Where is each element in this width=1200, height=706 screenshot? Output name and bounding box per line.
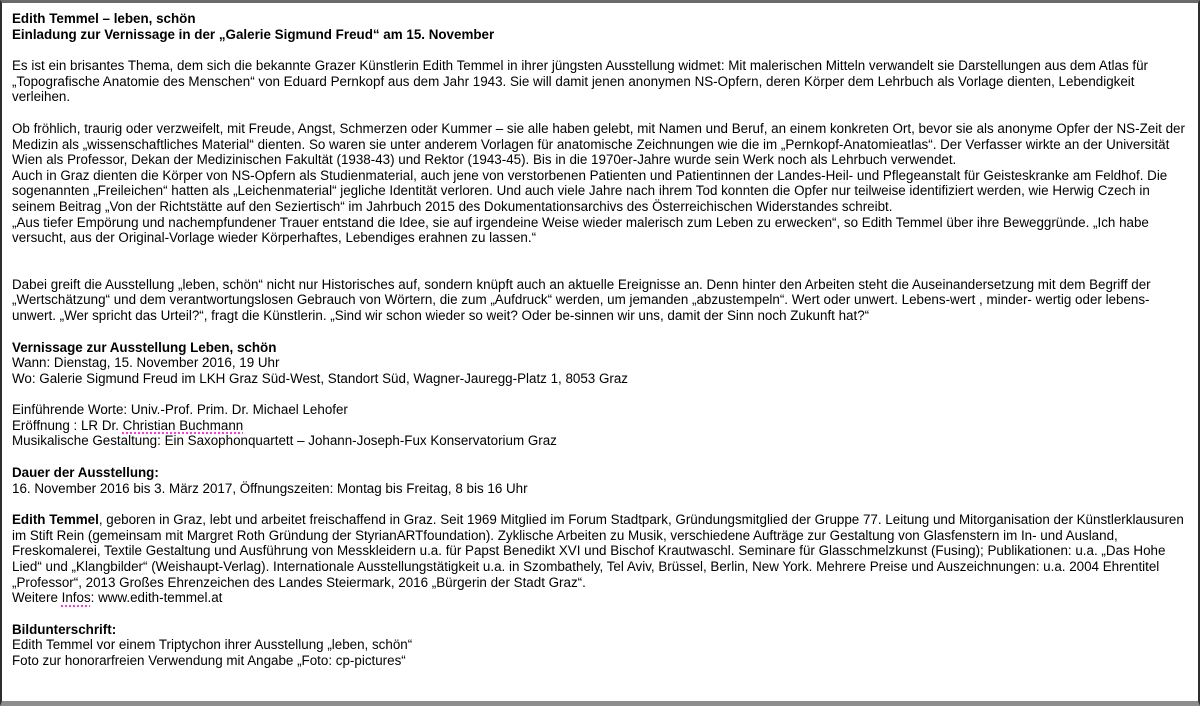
vernissage-wo: Wo: Galerie Sigmund Freud im LKH Graz Süd-West, Standort Süd, Wagner-Jauregg-Platz 1, 8053 Graz xyxy=(12,370,628,386)
section-program xyxy=(12,402,1189,449)
title-line-2: Einladung zur Vernissage in der „Galerie Sigmund Freud“ am 15. November xyxy=(12,26,495,42)
press-release-document xyxy=(2,3,1198,669)
section-caption xyxy=(12,622,1189,669)
paragraph-intro: Es ist ein brisantes Thema, dem sich die bekannte Grazer Künstlerin Edith Temmel in ihrer jüngsten Ausstellung widmet: Mit malerischen Mitteln verwandelt sie Darstellungen aus dem Atlas für „Topografische Anatomie des Menschen“ von Eduard Pernkopf aus dem Jahr 1943. Sie will damit jenen anonymen NS-Opfern, deren Körper dem Lehrbuch als Vorlage dienten, Lebendigkeit verleihen. xyxy=(12,58,1149,105)
infos-url: : www.edith-temmel.at xyxy=(90,590,223,606)
bio-text xyxy=(12,512,1189,590)
background-part-3: „Aus tiefer Empörung und nachempfundener Trauer entstand die Idee, sie auf irgendeine Weise wieder malerisch zum Leben zu erwecken“, so Edith Temmel über ihre Beweggründe. „Ich habe versucht, aus der Original-Vorlage wieder Körperhaftes, Lebendiges erahnen zu lassen.“ xyxy=(12,214,1149,246)
section-dauer xyxy=(12,465,1189,496)
title-line-1: Edith Temmel – leben, schön xyxy=(12,11,196,26)
background-part-2: Auch in Graz dienten die Körper von NS-Opfern als Studienmaterial, auch jene von verstorbenen Patienten und Patientinnen der Landes-Heil- und Pflegeanstalt für Geisteskranke am Feldhof. Die sogenannten „Freileichen“ hatten als „Leichenmaterial“ jegliche Identität verloren. Und auch viele Jahre nach ihrem Tod konnten die Opfer nur teilweise identifiziert werden, wie Herwig Czech in seinem Beitrag „Von der Richtstätte auf den Seziertisch“ im Jahrbuch 2015 des Dokumentationsarchivs des Österreichischen Widerstandes schreibt. xyxy=(12,167,1168,214)
program-einfuehrende-worte: Einführende Worte: Univ.-Prof. Prim. Dr. Michael Lehofer xyxy=(12,402,348,418)
document-title xyxy=(12,11,1189,42)
vernissage-wann: Wann: Dienstag, 15. November 2016, 19 Uhr xyxy=(12,355,280,371)
caption-line-2: Foto zur honorarfreien Verwendung mit Angabe „Foto: cp-pictures“ xyxy=(12,653,406,668)
program-eroeffnung xyxy=(12,418,1189,434)
dauer-heading: Dauer der Ausstellung: xyxy=(12,465,159,481)
dauer-text: 16. November 2016 bis 3. März 2017, Öffnungszeiten: Montag bis Freitag, 8 bis 16 Uhr xyxy=(12,480,528,496)
eroeffnung-prefix: Eröffnung : LR Dr. xyxy=(12,417,123,433)
caption-line-1: Edith Temmel vor einem Triptychon ihrer Ausstellung „leben, schön“ xyxy=(12,637,413,653)
section-bio xyxy=(12,512,1189,606)
vernissage-heading: Vernissage zur Ausstellung Leben, schön xyxy=(12,339,277,355)
section-vernissage xyxy=(12,340,1189,387)
infos-word-spellcheck: Infos xyxy=(61,590,91,606)
eroeffnung-name-spellcheck: Christian Buchmann xyxy=(122,417,244,433)
background-part-1: Ob fröhlich, traurig oder verzweifelt, mit Freude, Angst, Schmerzen oder Kummer – sie alle haben gelebt, mit Namen und Beruf, an einem konkreten Ort, bevor sie als anonyme Opfer der NS-Zeit der Medizin als „wissenschaftliches Material“ dienten. So waren sie unter anderem Vorlagen für anatomische Zeichnungen wie die im „Pernkopf-Anatomieatlas“. Der Verfasser wirkte an der Universität Wien als Professor, Dekan der Medizinischen Fakultät (1938-43) und Rektor (1943-45). Bis in die 1970er-Jahre wurde sein Werk noch als Lehrbuch verwendet. xyxy=(12,120,1185,168)
bio-name: Edith Temmel xyxy=(12,512,99,528)
bio-infos xyxy=(12,590,1189,606)
paragraph-context: Dabei greift die Ausstellung „leben, schön“ nicht nur Historisches auf, sondern knüpft auch an aktuelle Ereignisse an. Denn hinter den Arbeiten steht die Auseinandersetzung mit dem Begriff der „Wertschätzung“ und dem verantwortungslosen Gebrauch von Wörtern, die zum „Aufdruck“ werden, um jemanden „abzustempeln“. Wert oder unwert. Lebens-wert , minder- wertig oder lebens-unwert. „Wer spricht das Urteil?“, fragt die Künstlerin. „Sind wir schon wieder so weit? Oder be-sinnen wir uns, damit der Sinn noch Zukunft hat?“ xyxy=(12,276,1151,323)
paragraph-background xyxy=(12,121,1189,246)
caption-heading: Bildunterschrift: xyxy=(12,621,117,637)
program-musik: Musikalische Gestaltung: Ein Saxophonquartett – Johann-Joseph-Fux Konservatorium Graz xyxy=(12,433,557,449)
infos-prefix: Weitere xyxy=(12,590,62,606)
bio-body: , geboren in Graz, lebt und arbeitet freischaffend in Graz. Seit 1969 Mitglied im Forum Stadtpark, Gründungsmitglied der Gruppe 77. Leitung und Mitorganisation der Künstlerklausuren im Stift Rein (gemeinsam mit Margret Roth Gründung der StyrianARTfoundation). Zyklische Arbeiten zu Musik, verschiedene Aufträge zur Gestaltung von Glasfenstern im In- und Ausland, Freskomalerei, Textile Gestaltung und Ausführung von Messkleidern u.a. für Papst Benedikt XVI und Bischof Krautwaschl. Seminare für Glasschmelzkunst (Fusing); Publikationen: u.a. „Das Hohe Lied“ und „Klangbilder“ (Weishaupt-Verlag). Internationale Ausstellungstätigkeit u.a. in Szombathely, Tel Aviv, Brüssel, Berlin, New York. Mehrere Preise und Auszeichnungen: u.a. 2004 Ehrentitel „Professor“, 2013 Großes Ehrenzeichen des Landes Steiermark, 2016 „Bürgerin der Stadt Graz“. xyxy=(12,512,1184,590)
